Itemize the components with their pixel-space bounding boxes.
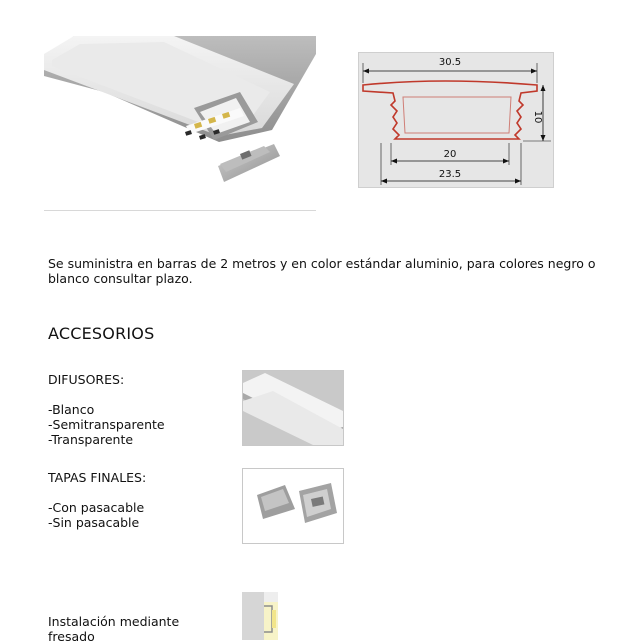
dim-height-label: 10 [532, 110, 543, 124]
end-caps-section [48, 470, 228, 530]
end-cap-option: -Con pasacable [48, 500, 145, 515]
diffuser-image [242, 370, 344, 446]
description-text: Se suministra en barras de 2 metros y en color estándar aluminio, para colores negro o blanco consultar plazo. [48, 256, 596, 286]
dim-inner-label: 20 [443, 149, 457, 160]
installation-image [242, 592, 290, 640]
end-caps-label: TAPAS FINALES: [48, 470, 147, 485]
milled-installation-image [242, 592, 290, 640]
product-photo [44, 36, 316, 211]
aluminium-profile-image [44, 36, 316, 210]
diffusers-label: DIFUSORES: [48, 372, 125, 387]
diffuser-strip-image [243, 371, 343, 445]
installation-text-line: Instalación mediante [48, 614, 180, 629]
diffuser-option: -Semitransparente [48, 417, 165, 432]
end-cap-option: -Sin pasacable [48, 515, 140, 530]
accessories-heading: ACCESORIOS [48, 324, 155, 343]
dimension-drawing [359, 53, 553, 187]
end-caps-image [243, 469, 343, 543]
diffusers-section [48, 372, 228, 447]
profile-outline [363, 81, 537, 139]
profile-cross-section-drawing [358, 52, 554, 188]
dim-base-label: 23.5 [438, 169, 462, 180]
diffuser-option: -Transparente [48, 432, 134, 447]
end-cap-image [242, 468, 344, 544]
installation-text-line: fresado [48, 629, 95, 644]
diffuser-option: -Blanco [48, 402, 95, 417]
dim-top-label: 30.5 [438, 57, 462, 68]
